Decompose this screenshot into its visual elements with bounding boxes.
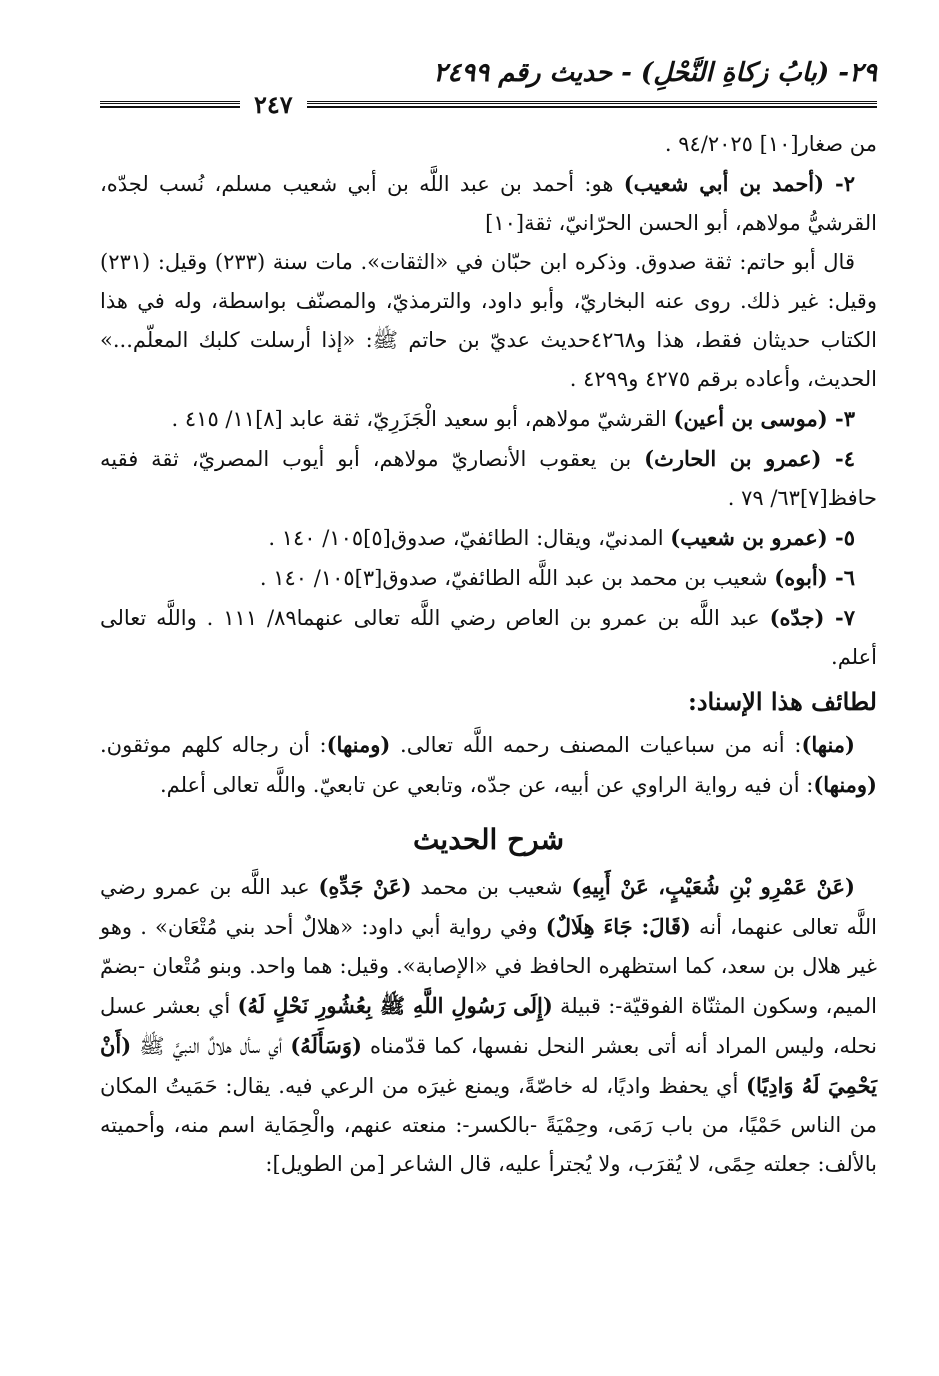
header-rules [100,90,877,119]
lataif-paragraph [100,725,877,805]
sharh-paragraph [100,867,877,1184]
narrator-name: ٤- (عمرو بن الحارث) [644,446,855,471]
narrator-name: ٦- (أبوه) [774,565,855,590]
narrator-4 [100,439,877,518]
narrator-2-details [100,243,877,399]
header-rule-long [307,101,877,108]
page-body [100,125,877,1184]
text: : أنه من سباعيات المصنف رحمه اللَّه تعالى. [390,733,802,757]
narrator-3 [100,399,877,439]
bold-term: (ومنها) [813,772,877,797]
narrator-name: ٢- (أحمد بن أبي شعيب) [623,171,855,196]
text: وفي رواية أبي داود: «هلالٌ أحد بني مُتْعَان» . وهو غير هلال بن سعد، كما استظهره الحافظ في «الإصابة». وقيل: هما واحد. وبنو مُتْعان -بضمّ الميم، وسكون المثنّاة الفوقيّة-: قبيلة [100,915,878,1018]
narrator-text: القرشيّ مولاهم، أبو سعيد الْجَزَرِيّ، ثقة عابد [٨]١١/ ٤١٥ . [171,407,674,431]
lataif-heading: لطائف هذا الإسناد: [687,687,877,716]
narrator-7 [100,598,877,677]
page-number: ٢٤٧ [254,90,293,119]
text: أي يحفظ واديًا، له خاصّةً، ويمنع غيرَه من الرعي فيه. يقال: حَمَيتُ المكان من الناس حَمْيًا، من باب رَمَى، وحِمْيَةً -بالكسر-: منعته عنهم، والْحِمَاية اسم منه، وأحميته بالألف: جعلته حِمًى، لا يُقرَب، ولا يُجترأ عليه، قال الشاعر [من الطويل]: [100,1074,877,1176]
narrator-text: المدنيّ، ويقال: الطائفيّ، صدوق[٥]١٠٥/ ١٤٠ . [268,526,671,550]
bold-term: (عَنْ عَمْرِو بْنِ شُعَيْبٍ، عَنْ أَبِيهِ) [571,874,855,899]
narrator-name: ٧- (جدّه) [769,605,855,630]
narrator-text: شعيب بن محمد بن عبد اللَّه الطائفيّ، صدوق[٣]١٠٥/ ١٤٠ . [259,566,775,590]
bold-term: (منها) [801,732,855,757]
header-rule-short [100,101,240,108]
text: : أن فيه رواية الراوي عن أبيه، عن جدّه، وتابعي عن تابعيّ. واللَّه تعالى أعلم. [159,773,814,797]
narrator-1-continuation [100,125,877,164]
narrator-text: هو: أحمد بن عبد اللَّه بن أبي شعيب مسلم، نُسب لجدّه، القرشيُّ مولاهم، أبو الحسن الحرّانيّ، ثقة[١٠] [100,172,877,235]
page-header [100,48,877,88]
text: شعيب بن محمد [411,875,572,899]
narrator-name: ٣- (موسى بن أعين) [673,406,855,431]
text: عبد اللَّه بن عمرو رضي اللَّه تعالى عنهما، أنه [100,875,877,939]
text: أي سأل هلالٌ النبيَّ ﷺ [131,1034,291,1058]
narrator-text: قال أبو حاتم: ثقة صدوق. وذكره ابن حبّان في «الثقات». مات سنة (٢٣٣) وقيل: (٢٣١) وقيل: غير ذلك. روى عنه البخاريّ، وأبو داود، والترمذيّ، والمصنّف بواسطة، وله في هذا الكتاب حديثان فقط، هذا و٤٢٦٨حديث عديّ بن حاتم ﷺ: «إذا أرسلت كلبك المعلّم...» الحديث، وأعاده برقم ٤٢٧٥ و٤٢٩٩ . [100,250,877,391]
bold-term: (أَنْ يَحْمِيَ لَهُ وَادِيًا) [100,1033,877,1098]
narrator-text: عبد اللَّه بن عمرو بن العاص رضي اللَّه تعالى عنهما٨٩/ ١١١ . واللَّه تعالى أعلم. [100,606,877,669]
text: : أن رجاله كلهم موثقون. [100,733,327,757]
text: من صغار[١٠] ٩٤/٢٠٢٥ . [664,132,877,156]
bold-term: (عَنْ جَدِّهِ) [318,874,412,899]
sharh-heading: شرح الحديث [412,823,565,856]
narrator-5 [100,518,877,558]
running-title: ٢٩- (بابُ زكاةِ النَّحْلِ) - حديث رقم ٢٤٩٩ [433,58,877,88]
text: أي بعشر عسل نحله، وليس المراد أنه أتى بعشر النحل نفسها، كما قدّمناه [100,994,878,1058]
bold-term: (قَالَ: جَاءَ هِلَالٌ) [545,914,691,939]
narrator-2 [100,164,877,243]
bold-term: (ومنها) [326,732,391,757]
bold-term: (إِلَى رَسُولِ اللَّهِ ﷺ بِعُشُورِ نَحْلٍ لَهُ) [237,993,553,1018]
narrator-6 [100,558,877,598]
bold-term: (وَسَأَلَهُ) [290,1033,362,1058]
narrator-name: ٥- (عمرو بن شعيب) [670,525,855,550]
narrator-text: بن يعقوب الأنصاريّ مولاهم، أبو أيوب المصريّ، ثقة فقيه حافظ[٧]٦٣/ ٧٩ . [100,447,877,510]
